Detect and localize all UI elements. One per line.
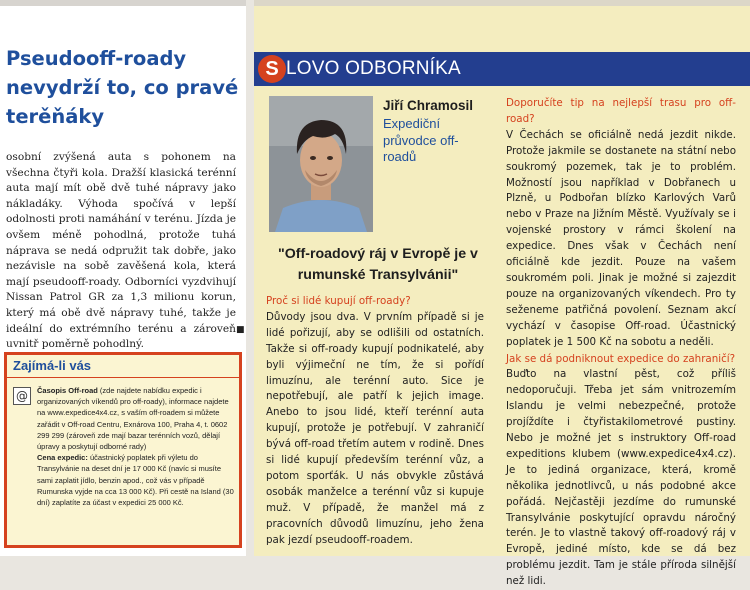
banner-initial: S xyxy=(258,55,286,83)
interview-question: Jak se dá podniknout expedice do zahraničí? xyxy=(506,352,736,365)
interview-question: Doporučíte tip na nejlepší trasu pro off-road? xyxy=(506,97,736,125)
interview-column-left xyxy=(266,294,484,549)
interview-column-right xyxy=(506,96,736,590)
left-page xyxy=(0,0,246,556)
info-box-divider xyxy=(7,377,239,378)
interview-question: Proč si lidé kupují off-roady? xyxy=(266,295,411,307)
info-item-label: Cena expedic: xyxy=(37,453,88,463)
pull-quote: "Off-roadový ráj v Evropě je v rumunské Transylvánii" xyxy=(278,246,478,283)
page-edge xyxy=(254,0,750,6)
article-end-icon: ■ xyxy=(236,325,245,335)
info-box-text xyxy=(37,385,235,508)
info-item-text: (zde najdete nabídku expedic i organizovaných víkendů pro off-roady), informace najdete na www.expedice4x4.cz, s vaším off-roadem si můžete zařádit v Off-road Centru, Exnárova 100, Praha 4, t. 0602 299 299 (zároveň zde mají bazar terénních vozů, dělají úpravy a poskytují odborné rady) xyxy=(37,386,229,452)
interview-answer: V Čechách se oficiálně nedá jezdit nikde. Protože jakmile se dostanete na státní nebo soukromý pozemek, tak je to problém. Možností jsou například v Dobřanech u Plzně, u Podbořan blízko Karlových Varů nebo v Praze na Jižním Městě. Využívaly se i vojenské prostory v rámci školení na expedice. Dnes však v Čechách není oficiálně kde jezdit. Pouze na vašem soukromém poli. Jinak je možné si zajezdit pouze na organizovaných víkendech. Pro ty seženeme patřičná povolení. Seznam akcí vychází v časopise Off-road. Účastnický poplatek je 1 500 Kč na sobotu a neděli. xyxy=(506,128,736,348)
expert-name: Jiří Chramosil xyxy=(383,98,474,113)
article-headline: Pseudooff-roady nevydrží to, co pravé terěňáky xyxy=(6,47,239,128)
article-body-left: osobní zvýšená auta s pohonem na všechna čtyři kola. Dražší klasická terénní auta mají mít obě dvě tuhé nápravy jako nákladáky. Výhoda spočívá v lepší odolnosti proti namáhání v terénu. Jízda je ovšem méně pohodlná, protože tuhá náprava se nedá odpružit tak dobře, jako nezávisle na sobě zavěšená kola, která mají pseudooff-roady. Odborníci vyzdvihují Nissan Patrol GR za 1,3 milionu korun, který má obě dvě nápravy tuhé, takže je ideální do extrémního terénu a zároveň uvnitř poměrně pohodlný. xyxy=(6,151,236,351)
section-banner xyxy=(254,52,750,86)
right-page xyxy=(254,0,750,588)
portrait-illustration xyxy=(269,96,373,232)
info-item-text: účastnický poplatek při výletu do Transylvánie na deset dní je 17 000 Kč (navíc si musíte sami zaplatit jídlo, benzin apod., což vás v případě Rumunska vyjde na cca 13 000 Kč). Při cestě na Island (30 dní) zaplatíte za účast v expedici 25 000 Kč. xyxy=(37,453,234,508)
expert-photo xyxy=(269,96,373,232)
interview-answer: Důvody jsou dva. V prvním případě si je lidé pořizují, aby se odlišili od ostatních. Takže si off-roady kupují podnikatelé, aby byli výjimeční ne tím, že si pořídí limuzínu, ale terénní auto. Sice je nepotřebují, ale patří k jejich image. Anebo to jsou lidé, kteří terénní auta kupují, protože je potřebují. V zahraničí bývá off-road třetím autem v rodině. Dnes si lidé kupují především terénní vůz, a potom sporťák. U nás obvykle zůstává osobák manželce a terénní vůz si kupuje muž. V případě, že manžel má z pracovních důvodů limuzínu, jeho žena pak jezdí pseudooff-roadem. xyxy=(266,310,484,546)
banner-title: LOVO ODBORNÍKA xyxy=(286,58,461,79)
expert-role: Expediční průvodce off-roadů xyxy=(383,116,459,164)
info-box xyxy=(4,352,242,548)
page-edge xyxy=(0,0,246,6)
info-item-label: Časopis Off-road xyxy=(37,386,98,395)
interview-answer: Buďto na vlastní pěst, což příliš nedoporučuji. Třeba jet sám vnitrozemím Islandu je velmi nebezpečné, protože projíždíte i čtyřistakilometrové pustiny. Nebo je možné jet s instruktory Off-road expeditions klubem (www.expedice4x4.cz). Je to jediná organizace, která, kromě několika jednotlivců, u nás podobné akce pořádá. Nejčastěji jezdíme do rumunské Transylvánie poskytující opravdu náročný terén. Je to vlastně takový off-roadový ráj v Evropě, jediné místo, kde se dá bez problému jezdit. Tam je stále příroda silnější než lidi. xyxy=(506,368,736,588)
info-box-title: Zajímá-li vás xyxy=(13,358,92,373)
at-sign-icon: @ xyxy=(13,387,31,405)
